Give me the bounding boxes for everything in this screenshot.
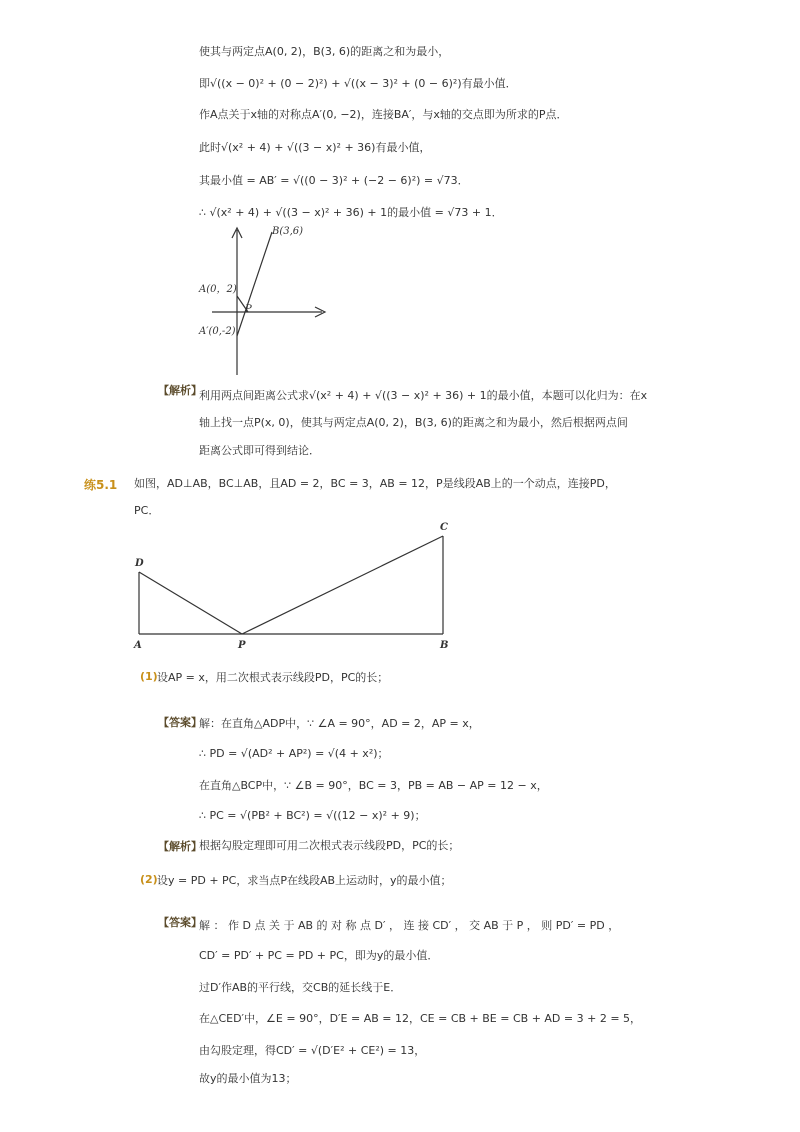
text-line: 在直角△BCP中，∵ ∠B = 90°，BC = 3，PB = AB − AP = 12 − x， xyxy=(199,779,548,792)
answer-tag: 【答案】 xyxy=(158,716,202,729)
analysis-tag: 【解析】 xyxy=(158,840,202,853)
exercise-tag: 练5.1 xyxy=(84,478,118,492)
text-line: 使其与两定点A(0, 2)，B(3, 6)的距离之和为最小， xyxy=(199,45,450,58)
point-label-p: P xyxy=(245,304,252,315)
analysis-tag: 【解析】 xyxy=(158,384,202,397)
text-line: 其最小值 = AB′ = √((0 − 3)² + (−2 − 6)²) = √73． xyxy=(199,174,469,187)
point-label-d: D xyxy=(135,558,144,569)
text-line: ∴ √(x² + 4) + √((3 − x)² + 36) + 1的最小值 = √73 + 1． xyxy=(199,206,503,219)
text-line: 根据勾股定理即可用二次根式表示线段PD，PC的长； xyxy=(199,839,460,852)
text-line: 解 ： 作 D 点 关 于 AB 的 对 称 点 D′ ， 连 接 CD′ ， 交 AB 于 P ， 则 PD′ = PD ， xyxy=(199,919,620,932)
text-line: CD′ = PD′ + PC = PD + PC，即为y的最小值． xyxy=(199,949,439,962)
point-label-a: A xyxy=(134,640,142,651)
text-line: 此时√(x² + 4) + √((3 − x)² + 36)有最小值， xyxy=(199,141,431,154)
point-label-c: C xyxy=(440,522,448,533)
text-line: PC． xyxy=(134,504,160,517)
point-label-a: A(0，2) xyxy=(199,284,237,295)
question-text: 设AP = x，用二次根式表示线段PD，PC的长； xyxy=(157,671,389,684)
question-number: (1) xyxy=(140,670,158,683)
text-line: 过D′作AB的平行线，交CB的延长线于E． xyxy=(199,981,402,994)
text-line: 故y的最小值为13； xyxy=(199,1072,297,1085)
point-label-p: P xyxy=(238,640,246,651)
text-line: 如图，AD⊥AB，BC⊥AB，且AD = 2，BC = 3，AB = 12，P是线段AB上的一个动点，连接PD， xyxy=(134,477,616,490)
text-line: 解：在直角△ADP中，∵ ∠A = 90°，AD = 2，AP = x， xyxy=(199,717,480,730)
text-line: 在△CED′中，∠E = 90°，D′E = AB = 12，CE = CB + BE = CB + AD = 3 + 2 = 5， xyxy=(199,1012,642,1025)
point-label-a-prime: A′(0,-2) xyxy=(199,326,236,337)
text-line: 轴上找一点P(x, 0)，使其与两定点A(0, 2)，B(3, 6)的距离之和为最小，然后根据两点间 xyxy=(199,416,628,429)
question-number: (2) xyxy=(140,873,158,886)
text-line: ∴ PC = √(PB² + BC²) = √((12 − x)² + 9)； xyxy=(199,809,426,822)
answer-tag: 【答案】 xyxy=(158,916,202,929)
text-line: 利用两点间距离公式求√(x² + 4) + √((3 − x)² + 36) + 1的最小值，本题可以化归为：在x xyxy=(199,389,648,402)
point-label-b: B xyxy=(440,640,449,651)
text-line: 距离公式即可得到结论． xyxy=(199,444,320,457)
text-line: 即√((x − 0)² + (0 − 2)²) + √((x − 3)² + (0 − 6)²)有最小值． xyxy=(199,77,517,90)
segment-pc xyxy=(242,536,443,634)
question-text: 设y = PD + PC，求当点P在线段AB上运动时，y的最小值； xyxy=(157,874,452,887)
segment-dp xyxy=(139,572,242,634)
text-line: 由勾股定理，得CD′ = √(D′E² + CE²) = 13， xyxy=(199,1044,426,1057)
text-line: 作A点关于x轴的对称点A′(0, −2)，连接BA′，与x轴的交点即为所求的P点． xyxy=(199,108,568,121)
text-line: ∴ PD = √(AD² + AP²) = √(4 + x²)； xyxy=(199,747,389,760)
point-label-b: B(3,6) xyxy=(272,226,304,237)
